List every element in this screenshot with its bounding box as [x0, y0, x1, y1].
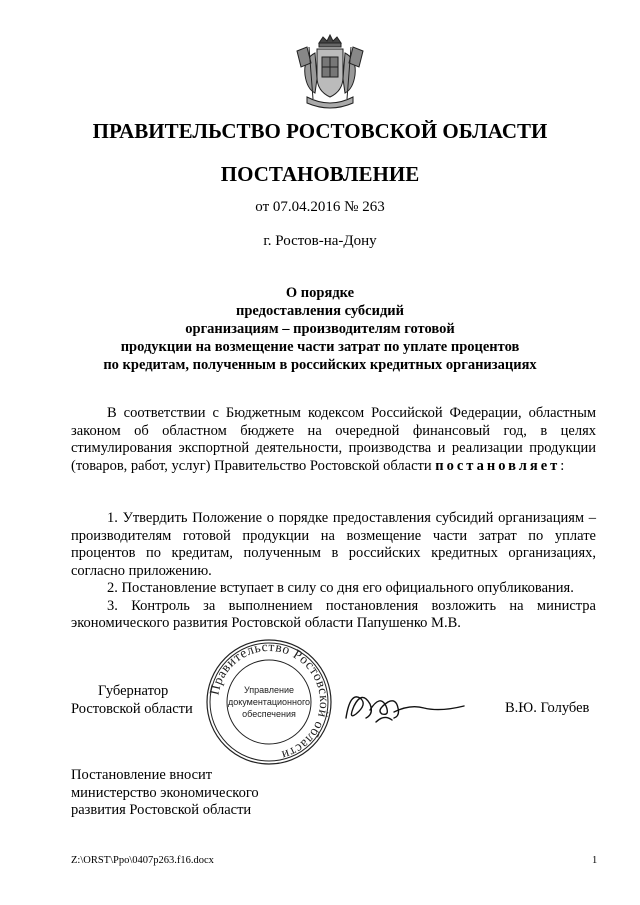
subject-line: О порядке — [285, 285, 355, 301]
footer-file-path: Z:\ORST\Ppo\0407p263.f16.docx — [71, 855, 214, 866]
stamp-ring-text: Правительство Ростовской области — [206, 638, 333, 764]
handwritten-signature — [340, 684, 468, 728]
official-stamp — [205, 638, 333, 766]
document-subject — [0, 284, 640, 374]
subject-line: по кредитам, полученным в российских кредитных организациях — [103, 357, 537, 373]
preamble-text: В соответствии с Бюджетным кодексом Российской Федерации, областным законом об областном бюджете на очередной финансовый год, в целях стимулирования экспортной деятельности, производства и реализации продукции (товаров, работ, услуг) Правительство Ростовской области — [71, 405, 596, 474]
decree-item: 1. Утвердить Положение о порядке предоставления субсидий организациям – производителям готовой продукции на возмещение части затрат по уплате процентов по кредитам, полученным в российских кредитных организациях, согласно приложению. — [71, 510, 596, 579]
contributor-line: развития Ростовской области — [71, 802, 252, 818]
preamble-paragraph — [71, 405, 596, 475]
subject-line: предоставления субсидий — [235, 303, 404, 319]
stamp-inner-line: обеспечения — [242, 709, 296, 719]
document-number-date: от 07.04.2016 № 263 — [255, 199, 385, 215]
decree-items — [71, 510, 596, 633]
signer-name: В.Ю. Голубев — [505, 700, 590, 716]
stamp-inner-line: документационного — [227, 697, 311, 707]
signer-title — [71, 683, 201, 718]
page-number: 1 — [592, 855, 598, 866]
subject-line: организациям – производителям готовой — [185, 321, 455, 337]
contributor-line: Постановление вносит — [71, 767, 213, 783]
document-city: г. Ростов-на-Дону — [263, 233, 377, 249]
document-type: ПОСТАНОВЛЕНИЕ — [220, 162, 420, 186]
decree-word: постановляет — [435, 457, 561, 474]
decree-item: 3. Контроль за выполнением постановления возложить на министра экономического развития Ростовской области Папушенко М.В. — [71, 597, 596, 631]
signer-title-line: Губернатор — [98, 683, 169, 699]
subject-line: продукции на возмещение части затрат по уплате процентов — [120, 339, 520, 355]
decree-item: 2. Постановление вступает в силу со дня его официального опубликования. — [107, 580, 574, 596]
government-title: ПРАВИТЕЛЬСТВО РОСТОВСКОЙ ОБЛАСТИ — [92, 119, 548, 143]
signer-title-line: Ростовской области — [71, 700, 193, 717]
coat-of-arms-icon — [293, 33, 367, 113]
contributor-line: министерство экономического — [71, 784, 259, 801]
stamp-inner-line: Управление — [243, 685, 295, 695]
decree-colon: : — [560, 457, 565, 474]
contributor-note — [71, 767, 259, 820]
